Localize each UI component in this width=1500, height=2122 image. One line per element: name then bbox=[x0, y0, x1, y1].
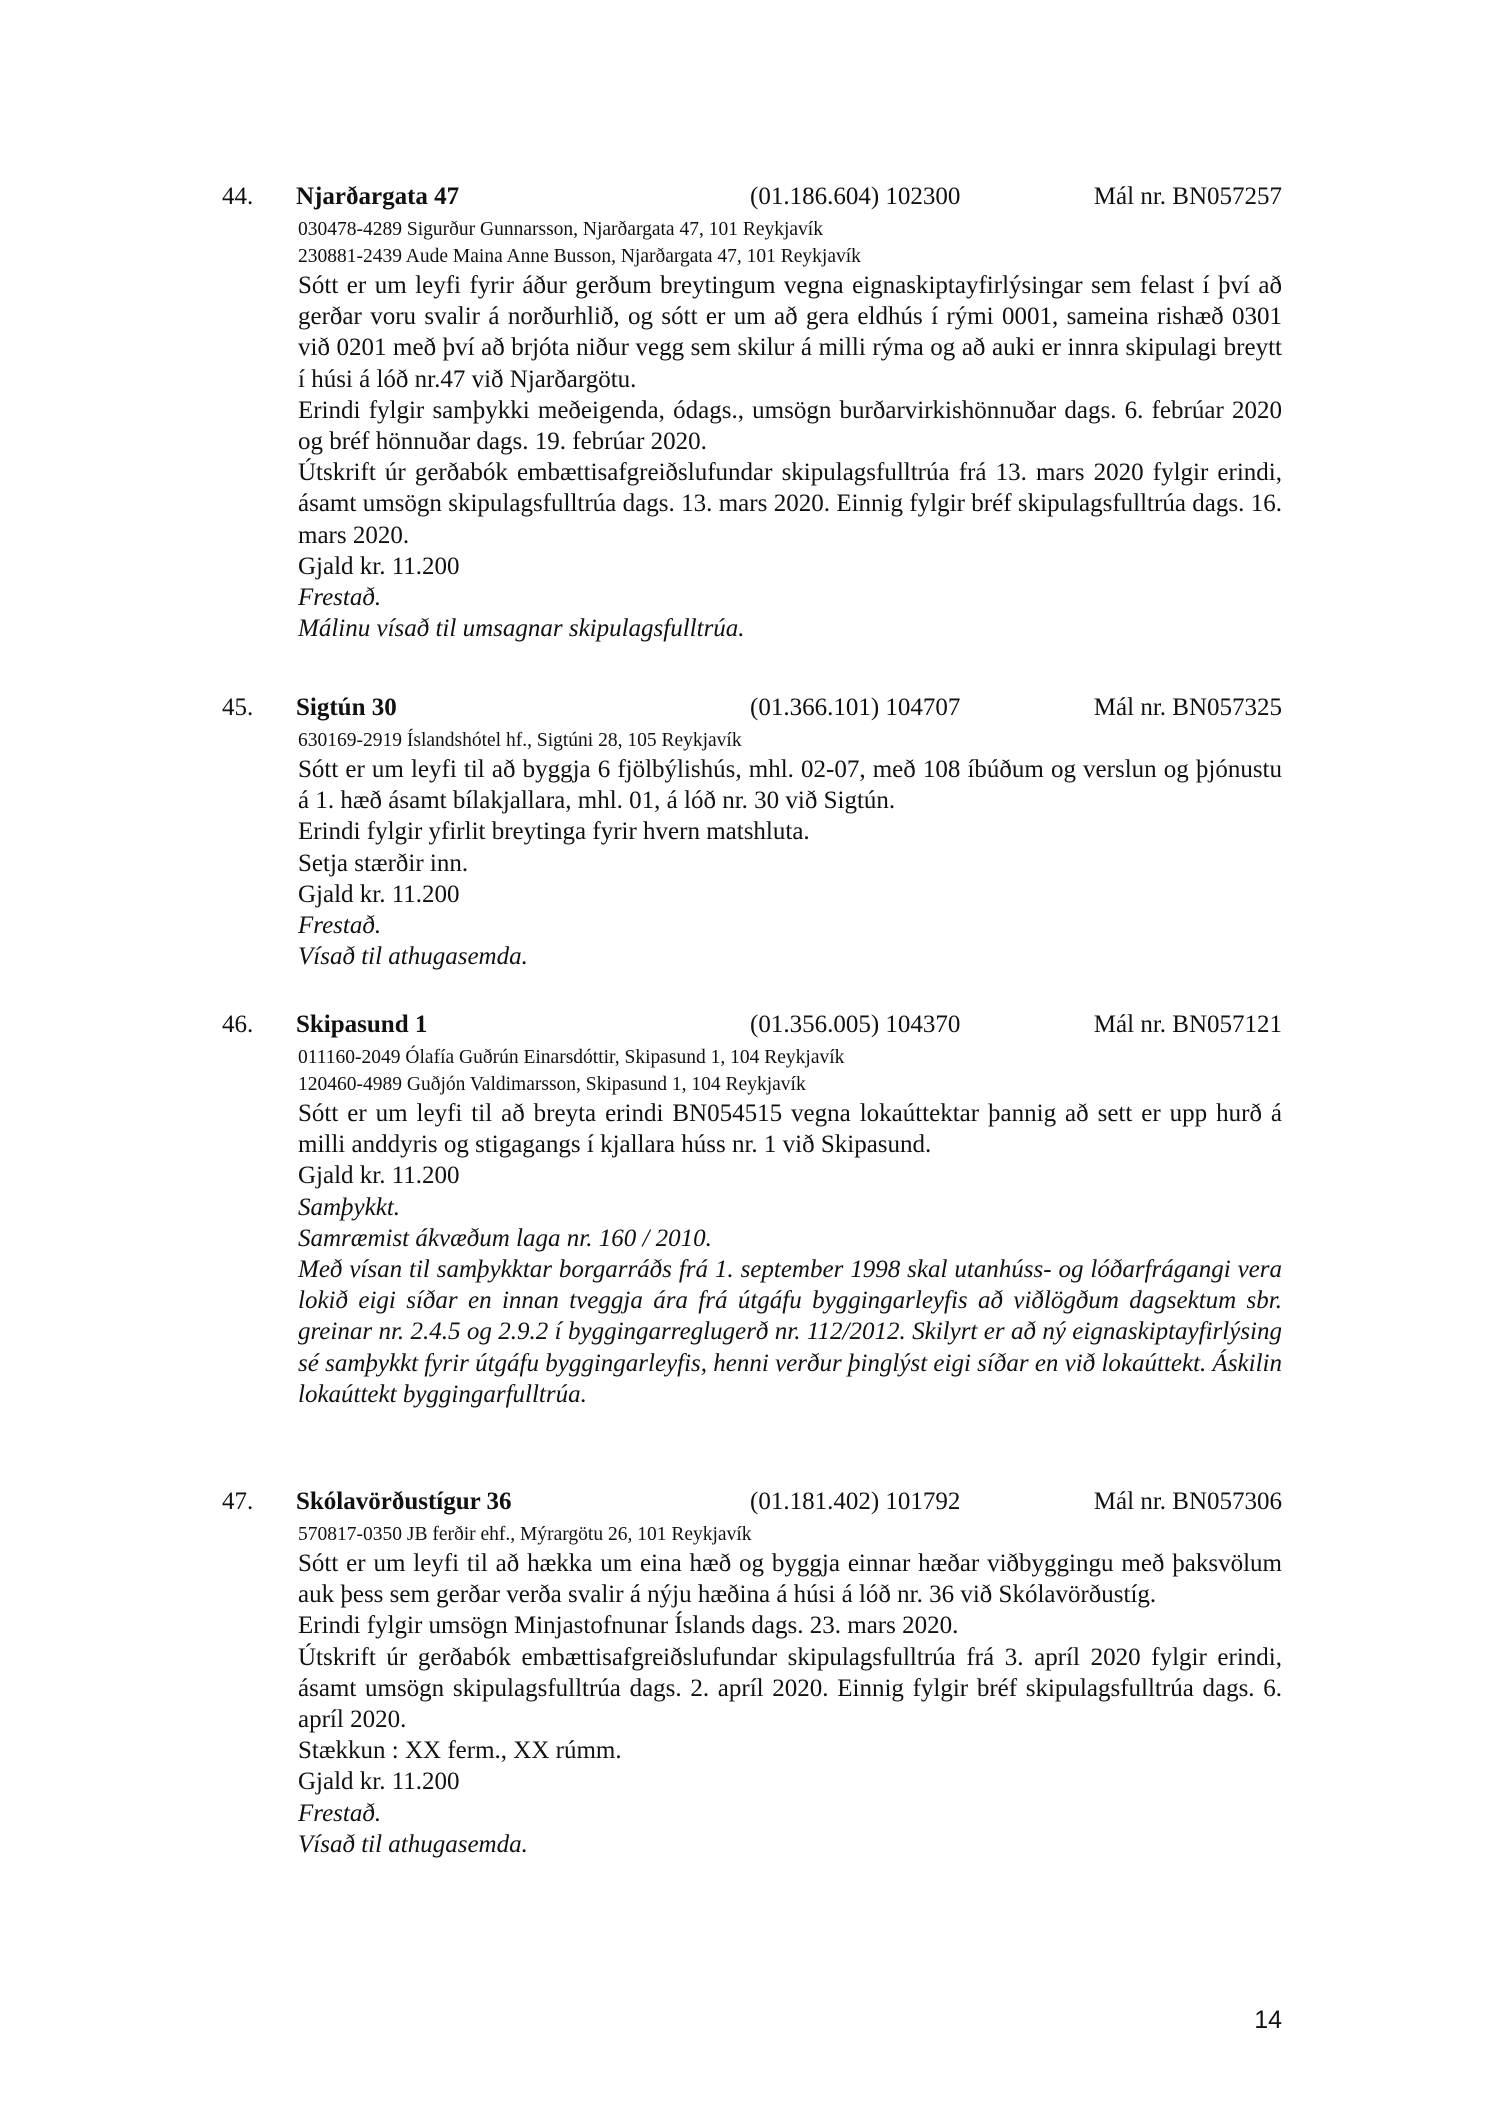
applicant-line: 230881-2439 Aude Maina Anne Busson, Njarðargata 47, 101 Reykjavík bbox=[298, 246, 861, 267]
entry-number: 47. bbox=[222, 1488, 254, 1515]
case-entry bbox=[222, 1487, 1282, 1860]
decision-line: Samræmist ákvæðum laga nr. 160 / 2010. bbox=[298, 1224, 712, 1252]
entry-paragraph: Sótt er um leyfi til að byggja 6 fjölbýlishús, mhl. 02-07, með 108 íbúðum og verslun og þjónustu á 1. hæð ásamt bílakjallara, mhl. 01, á lóð nr. 30 við Sigtún. bbox=[298, 756, 1282, 815]
entry-header bbox=[222, 182, 1282, 216]
entry-address: Skipasund 1 bbox=[296, 1011, 428, 1038]
decision-paragraph: Með vísan til samþykktar borgarráðs frá 1. september 1998 skal utanhúss- og lóðarfrágangi vera lokið eigi síðar en innan tveggja ára frá útgáfu byggingarleyfis að viðlögðum dagsektum sbr. greinar nr. 2.4.5 og 2.9.2 í byggingarreglugerð nr. 112/2012. Skilyrt er að ný eignaskiptayfirlýsing sé samþykkt fyrir útgáfu byggingarleyfis, henni verður þinglýst eigi síðar en við lokaúttekt. Áskilin lokaúttekt byggingarfulltrúa. bbox=[298, 1256, 1282, 1408]
case-entry bbox=[222, 1010, 1282, 1410]
decision-line: Vísað til athugasemda. bbox=[298, 1830, 528, 1858]
applicant-line: 570817-0350 JB ferðir ehf., Mýrargötu 26, 101 Reykjavík bbox=[298, 1524, 752, 1545]
entry-land-number: (01.186.604) 102300 bbox=[750, 183, 961, 210]
entry-paragraph: Erindi fylgir samþykki meðeigenda, ódags., umsögn burðarvirkishönnuðar dags. 6. febrúar 2020 og bréf hönnuðar dags. 19. febrúar 2020. bbox=[298, 396, 1282, 456]
fee-line: Gjald kr. 11.200 bbox=[298, 552, 460, 580]
decision-line: Frestað. bbox=[298, 1799, 382, 1827]
entry-land-number: (01.366.101) 104707 bbox=[750, 694, 961, 721]
applicant-line: 011160-2049 Ólafía Guðrún Einarsdóttir, Skipasund 1, 104 Reykjavík bbox=[298, 1047, 845, 1068]
entry-body bbox=[298, 727, 1282, 972]
entry-paragraph: Sótt er um leyfi til að hækka um eina hæð og byggja einnar hæðar viðbyggingu með þaksvölum auk þess sem gerðar verða svalir á nýju hæðina á húsi á lóð nr. 36 við Skólavörðustíg. bbox=[298, 1550, 1282, 1609]
decision-line: Samþykkt. bbox=[298, 1193, 401, 1221]
entry-paragraph: Erindi fylgir yfirlit breytinga fyrir hvern matshluta. bbox=[298, 818, 810, 846]
case-entry bbox=[222, 182, 1282, 644]
entry-paragraph: Setja stærðir inn. bbox=[298, 849, 469, 877]
entry-number: 46. bbox=[222, 1011, 254, 1038]
entry-paragraph: Stækkun : XX ferm., XX rúmm. bbox=[298, 1737, 622, 1765]
applicant-line: 030478-4289 Sigurður Gunnarsson, Njarðargata 47, 101 Reykjavík bbox=[298, 219, 823, 240]
entry-land-number: (01.356.005) 104370 bbox=[750, 1011, 961, 1038]
entry-number: 45. bbox=[222, 694, 254, 721]
entry-number: 44. bbox=[222, 183, 254, 210]
decision-line: Vísað til athugasemda. bbox=[298, 943, 528, 971]
entry-header bbox=[222, 693, 1282, 727]
entry-address: Njarðargata 47 bbox=[296, 183, 460, 210]
entry-body bbox=[298, 216, 1282, 644]
entry-body bbox=[298, 1044, 1282, 1410]
entry-paragraph: Útskrift úr gerðabók embættisafgreiðslufundar skipulagsfulltrúa frá 3. apríl 2020 fylgir erindi, ásamt umsögn skipulagsfulltrúa dags. 2. apríl 2020. Einnig fylgir bréf skipulagsfulltrúa dags. 6. apríl 2020. bbox=[298, 1643, 1282, 1734]
entry-body bbox=[298, 1521, 1282, 1860]
entry-case-number: Mál nr. BN057257 bbox=[1093, 183, 1282, 210]
applicant-line: 630169-2919 Íslandshótel hf., Sigtúni 28, 105 Reykjavík bbox=[298, 730, 742, 751]
entry-land-number: (01.181.402) 101792 bbox=[750, 1488, 961, 1515]
entry-header bbox=[222, 1010, 1282, 1044]
fee-line: Gjald kr. 11.200 bbox=[298, 1768, 460, 1796]
entry-paragraph: Sótt er um leyfi til að breyta erindi BN054515 vegna lokaúttektar þannig að sett er upp hurð á milli anddyris og stigagangs í kjallara húss nr. 1 við Skipasund. bbox=[298, 1100, 1282, 1159]
entry-case-number: Mál nr. BN057325 bbox=[1093, 694, 1282, 721]
entry-address: Skólavörðustígur 36 bbox=[296, 1488, 512, 1515]
fee-line: Gjald kr. 11.200 bbox=[298, 880, 460, 908]
entry-paragraph: Útskrift úr gerðabók embættisafgreiðslufundar skipulagsfulltrúa frá 13. mars 2020 fylgir erindi, ásamt umsögn skipulagsfulltrúa dags. 13. mars 2020. Einnig fylgir bréf skipulagsfulltrúa dags. 16. mars 2020. bbox=[298, 459, 1282, 549]
entry-header bbox=[222, 1487, 1282, 1521]
applicant-line: 120460-4989 Guðjón Valdimarsson, Skipasund 1, 104 Reykjavík bbox=[298, 1074, 806, 1095]
fee-line: Gjald kr. 11.200 bbox=[298, 1162, 460, 1190]
entry-address: Sigtún 30 bbox=[296, 694, 397, 721]
case-entry bbox=[222, 693, 1282, 972]
entry-paragraph: Sótt er um leyfi fyrir áður gerðum breytingum vegna eignaskiptayfirlýsingar sem felast í því að gerðar voru svalir á norðurhlið, og sótt er um að gera eldhús í rými 0001, sameina rishæð 0301 við 0201 með því að brjóta niður vegg sem skilur á milli rýma og að auki er innra skipulagi breytt í húsi á lóð nr.47 við Njarðargötu. bbox=[298, 272, 1282, 393]
page-number: 14 bbox=[1254, 2006, 1282, 2034]
entry-case-number: Mál nr. BN057306 bbox=[1093, 1488, 1282, 1515]
decision-line: Málinu vísað til umsagnar skipulagsfulltrúa. bbox=[298, 615, 745, 643]
decision-line: Frestað. bbox=[298, 912, 382, 940]
entry-paragraph: Erindi fylgir umsögn Minjastofnunar Íslands dags. 23. mars 2020. bbox=[298, 1612, 959, 1640]
decision-line: Frestað. bbox=[298, 584, 382, 612]
entry-case-number: Mál nr. BN057121 bbox=[1093, 1011, 1282, 1038]
